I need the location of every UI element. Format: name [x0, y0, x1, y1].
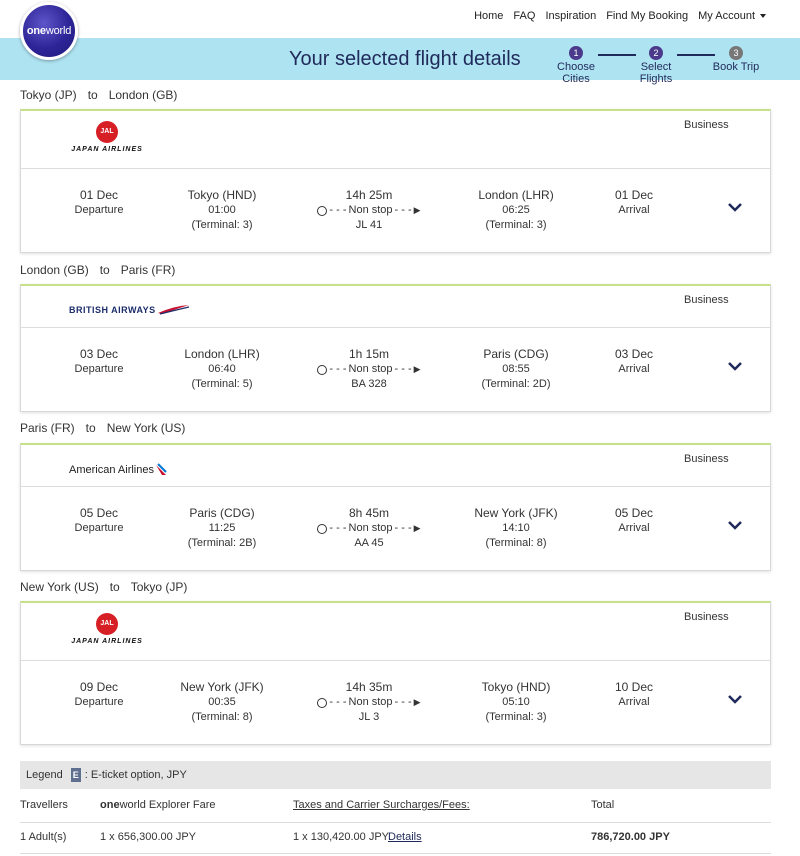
- route-to-word: to: [87, 88, 98, 102]
- stops-indicator: - - - Non stop - - - ▶: [304, 695, 434, 710]
- dep-label: Departure: [74, 696, 124, 708]
- arrow-right-icon: ▶: [413, 364, 421, 374]
- stops-indicator: - - - Non stop - - - ▶: [304, 203, 434, 218]
- to-terminal: (Terminal: 3): [485, 711, 547, 723]
- jal-crane-icon: JAL: [96, 613, 118, 635]
- route-to: Paris (FR): [120, 263, 176, 277]
- chevron-down-icon[interactable]: [727, 691, 743, 707]
- route-from: New York (US): [20, 580, 99, 594]
- e-ticket-icon: E: [72, 770, 79, 781]
- total-value: 786,720.00 JPY: [591, 831, 670, 843]
- nav-find-my-booking[interactable]: Find My Booking: [606, 10, 689, 22]
- duration: 8h 45m: [348, 506, 390, 520]
- duration: 14h 25m: [345, 188, 393, 202]
- card-header: [21, 445, 770, 487]
- jal-logo: [65, 121, 149, 153]
- from-city: Tokyo (HND): [187, 188, 257, 202]
- arr-label: Arrival: [618, 696, 650, 708]
- to-city: Paris (CDG): [483, 347, 549, 361]
- fare-header: [100, 799, 216, 811]
- route-from: Tokyo (JP): [20, 88, 77, 102]
- route-to: New York (US): [106, 421, 186, 435]
- nav-faq[interactable]: FAQ: [513, 10, 536, 22]
- stops: Non stop: [348, 522, 393, 534]
- step-label: Choose Cities: [557, 61, 595, 85]
- route-to-word: to: [99, 263, 110, 277]
- flight-number: BA 328: [351, 378, 387, 390]
- legend-label: Legend: [26, 769, 63, 781]
- flight-number: JL 41: [355, 219, 383, 231]
- flight-card: [20, 601, 771, 745]
- page-title: Your selected flight details: [289, 48, 521, 70]
- jal-crane-icon: JAL: [96, 121, 118, 143]
- departure-date: [59, 188, 139, 218]
- card-body: [21, 661, 770, 745]
- route-to-word: to: [109, 580, 120, 594]
- destination: [461, 506, 571, 551]
- british-airways-logo: [69, 304, 190, 316]
- origin: [167, 188, 277, 233]
- from-terminal: (Terminal: 8): [191, 711, 253, 723]
- details-link[interactable]: Details: [388, 831, 422, 843]
- to-time: 08:55: [502, 363, 530, 375]
- departure-date: [59, 347, 139, 377]
- step-label: Book Trip: [712, 61, 760, 73]
- arrow-right-icon: ▶: [413, 205, 421, 215]
- divider: [20, 822, 771, 823]
- from-time: 11:25: [208, 522, 236, 534]
- airline-name: BRITISH AIRWAYS: [69, 305, 156, 315]
- step-number: 1: [569, 46, 583, 60]
- circle-icon: [317, 698, 327, 708]
- flight-card: [20, 109, 771, 253]
- destination: [461, 347, 571, 392]
- legend-bar: [20, 761, 771, 789]
- card-body: [21, 328, 770, 412]
- arrow-right-icon: ▶: [413, 697, 421, 707]
- american-airlines-logo: [69, 463, 168, 477]
- step-select-flights: [624, 46, 688, 85]
- header-band: [0, 38, 800, 85]
- step-number: 3: [729, 46, 743, 60]
- dep-date: 01 Dec: [79, 188, 119, 202]
- dep-date: 09 Dec: [79, 680, 119, 694]
- airline-name: JAPAN AIRLINES: [71, 638, 143, 645]
- from-terminal: (Terminal: 3): [191, 219, 253, 231]
- route-from: London (GB): [20, 263, 89, 277]
- duration: 14h 35m: [345, 680, 393, 694]
- from-city: Paris (CDG): [189, 506, 255, 520]
- from-city: London (LHR): [184, 347, 260, 361]
- from-terminal: (Terminal: 5): [191, 378, 253, 390]
- legend-text: : E-ticket option, JPY: [84, 769, 187, 781]
- nav-home[interactable]: Home: [474, 10, 504, 22]
- route-heading: [20, 88, 177, 102]
- to-time: 14:10: [502, 522, 530, 534]
- travellers-header: Travellers: [20, 799, 68, 811]
- stops: Non stop: [348, 363, 393, 375]
- divider: [20, 853, 771, 854]
- origin: [167, 506, 277, 551]
- departure-date: [59, 506, 139, 536]
- route-to-word: to: [85, 421, 96, 435]
- dep-label: Departure: [74, 522, 124, 534]
- dep-label: Departure: [74, 204, 124, 216]
- nav-my-account-label: My Account: [698, 10, 755, 22]
- route-to: London (GB): [108, 88, 178, 102]
- flight-info: [304, 506, 434, 551]
- nav-my-account[interactable]: [698, 10, 766, 22]
- flight-number: AA 45: [354, 537, 384, 549]
- stops-indicator: - - - Non stop - - - ▶: [304, 362, 434, 377]
- step-choose-cities: [544, 46, 608, 85]
- stops: Non stop: [348, 696, 393, 708]
- card-body: [21, 487, 770, 571]
- card-body: [21, 169, 770, 253]
- cabin-class: Business: [684, 611, 729, 623]
- total-header: Total: [591, 799, 615, 811]
- flight-info: [304, 347, 434, 392]
- arr-label: Arrival: [618, 522, 650, 534]
- taxes-value: 1 x 130,420.00 JPY: [293, 831, 390, 843]
- circle-icon: [317, 524, 327, 534]
- route-heading: [20, 421, 185, 435]
- nav-links: [474, 10, 766, 22]
- origin: [167, 680, 277, 725]
- stops-indicator: - - - Non stop - - - ▶: [304, 521, 434, 536]
- step-book-trip: [708, 46, 764, 73]
- dep-date: 03 Dec: [79, 347, 119, 361]
- fare-header-rest: world Explorer Fare: [119, 799, 216, 811]
- card-header: [21, 286, 770, 328]
- stops: Non stop: [348, 204, 393, 216]
- caret-down-icon: [760, 14, 766, 18]
- to-time: 06:25: [502, 204, 530, 216]
- arr-date: 10 Dec: [614, 680, 654, 694]
- travellers-value: 1 Adult(s): [20, 831, 67, 843]
- from-terminal: (Terminal: 2B): [187, 537, 257, 549]
- to-terminal: (Terminal: 3): [485, 219, 547, 231]
- destination: [461, 680, 571, 725]
- jal-logo: [65, 613, 149, 645]
- to-city: New York (JFK): [474, 506, 558, 520]
- cabin-class: Business: [684, 119, 729, 131]
- step-label: Select Flights: [639, 61, 673, 85]
- route-heading: [20, 580, 187, 594]
- arr-date: 03 Dec: [614, 347, 654, 361]
- circle-icon: [317, 206, 327, 216]
- from-time: 01:00: [208, 204, 236, 216]
- arrival-date: [594, 680, 674, 710]
- to-time: 05:10: [502, 696, 530, 708]
- duration: 1h 15m: [348, 347, 390, 361]
- route-from: Paris (FR): [20, 421, 75, 435]
- from-time: 06:40: [208, 363, 236, 375]
- fare-value: 1 x 656,300.00 JPY: [100, 831, 197, 843]
- speedmarque-icon: [156, 304, 190, 316]
- cabin-class: Business: [684, 453, 729, 465]
- origin: [167, 347, 277, 392]
- arr-label: Arrival: [618, 363, 650, 375]
- flight-card: [20, 284, 771, 412]
- arr-label: Arrival: [618, 204, 650, 216]
- arr-date: 01 Dec: [614, 188, 654, 202]
- card-header: [21, 111, 770, 169]
- top-nav: [0, 0, 800, 38]
- route-to: Tokyo (JP): [130, 580, 188, 594]
- dep-date: 05 Dec: [79, 506, 119, 520]
- chevron-down-icon[interactable]: [727, 358, 743, 374]
- departure-date: [59, 680, 139, 710]
- oneworld-logo[interactable]: [20, 2, 78, 60]
- from-city: New York (JFK): [180, 680, 264, 694]
- logo-light: world: [45, 25, 72, 37]
- from-time: 00:35: [208, 696, 236, 708]
- progress-steps: [544, 46, 764, 85]
- logo-bold: one: [26, 25, 46, 37]
- flight-card: [20, 443, 771, 571]
- dep-label: Departure: [74, 363, 124, 375]
- flight-symbol-icon: [154, 463, 168, 477]
- to-terminal: (Terminal: 2D): [481, 378, 551, 390]
- to-terminal: (Terminal: 8): [485, 537, 547, 549]
- arrow-right-icon: ▶: [413, 523, 421, 533]
- airline-name: American Airlines: [69, 464, 154, 476]
- airline-name: JAPAN AIRLINES: [71, 146, 143, 153]
- route-heading: [20, 263, 175, 277]
- arrival-date: [594, 506, 674, 536]
- arr-date: 05 Dec: [614, 506, 654, 520]
- chevron-down-icon[interactable]: [727, 199, 743, 215]
- card-header: [21, 603, 770, 661]
- chevron-down-icon[interactable]: [727, 517, 743, 533]
- to-city: London (LHR): [478, 188, 554, 202]
- flight-info: [304, 188, 434, 233]
- step-number: 2: [649, 46, 663, 60]
- destination: [461, 188, 571, 233]
- circle-icon: [317, 365, 327, 375]
- cabin-class: Business: [684, 294, 729, 306]
- nav-inspiration[interactable]: Inspiration: [545, 10, 597, 22]
- flight-number: JL 3: [358, 711, 380, 723]
- taxes-header-link[interactable]: Taxes and Carrier Surcharges/Fees:: [293, 799, 470, 811]
- fare-header-bold: one: [100, 799, 120, 811]
- flight-info: [304, 680, 434, 725]
- arrival-date: [594, 188, 674, 218]
- arrival-date: [594, 347, 674, 377]
- to-city: Tokyo (HND): [481, 680, 551, 694]
